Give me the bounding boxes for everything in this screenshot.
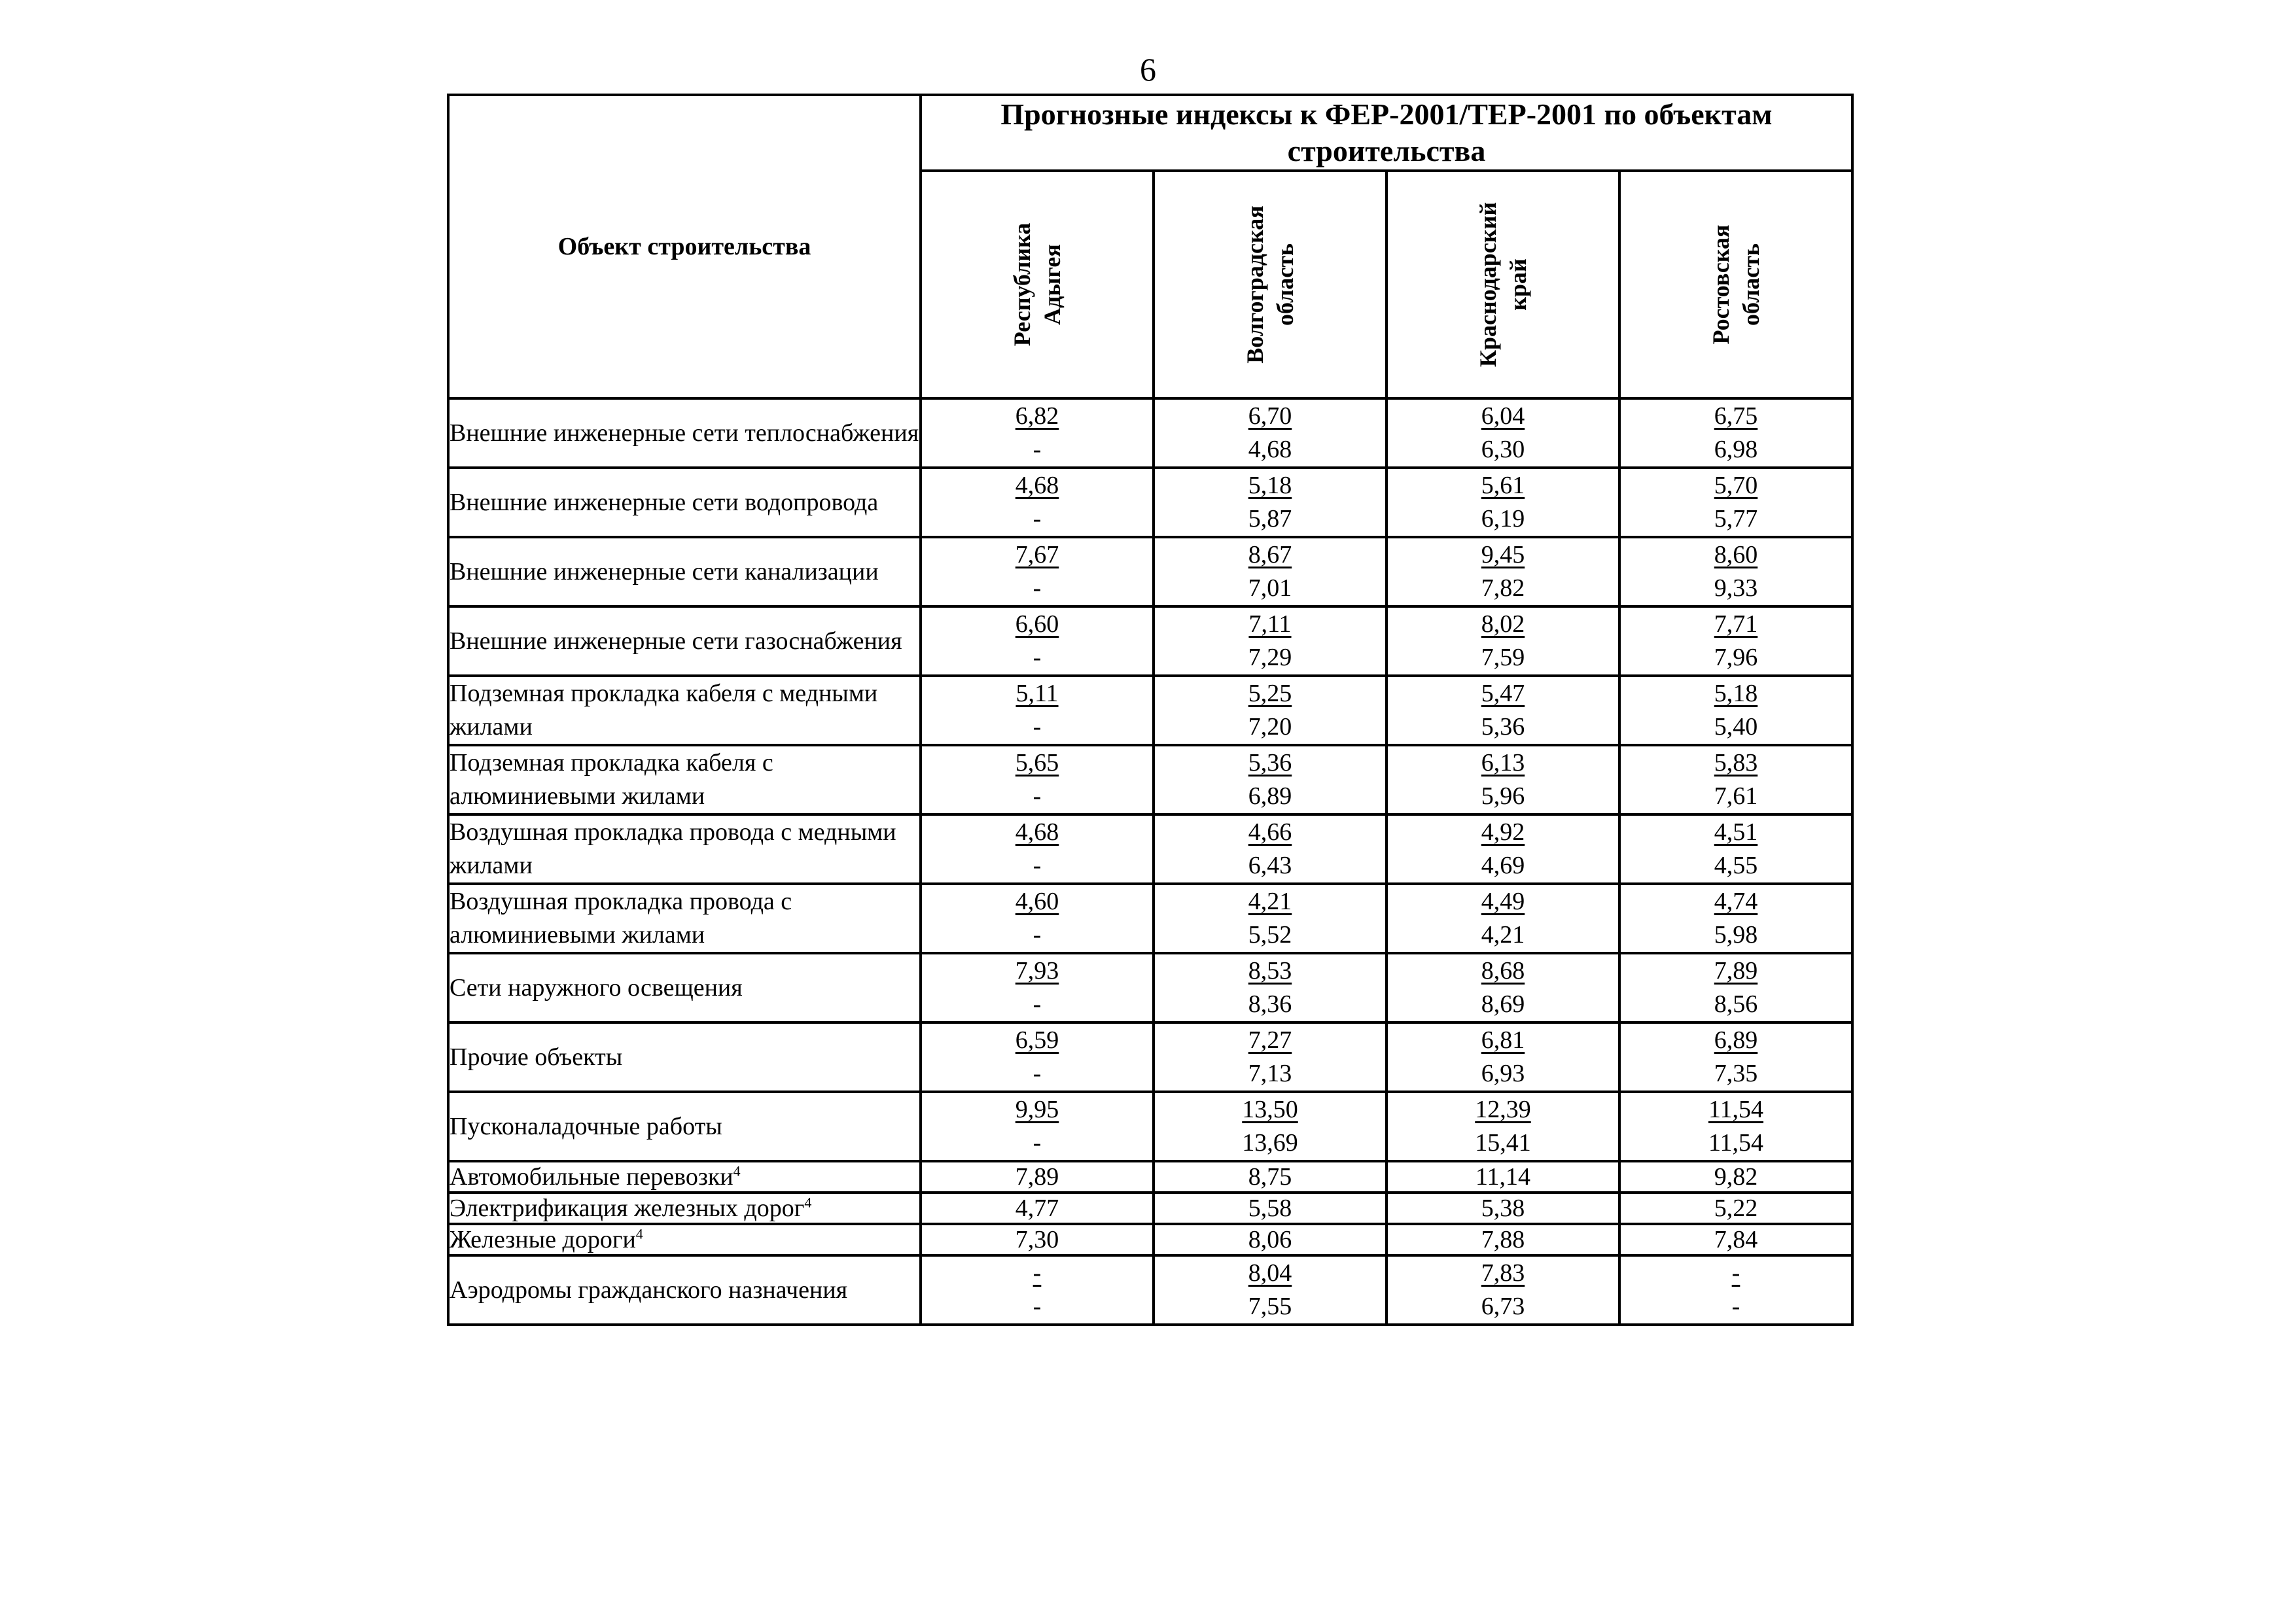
index-cell [1619,745,1852,814]
index-cell: 8,06 [1154,1224,1386,1255]
index-numerator: 6,82 [1015,402,1059,430]
index-numerator: 6,59 [1015,1026,1059,1054]
object-name: Внешние инженерные сети теплоснабжения [448,398,921,468]
index-cell: 5,38 [1386,1193,1619,1224]
index-cell [1619,1092,1852,1161]
index-denominator: 7,96 [1714,644,1758,671]
index-numerator: 9,95 [1015,1096,1059,1123]
index-denominator: - [1033,713,1042,741]
index-denominator: - [1033,644,1042,671]
index-denominator: 11,54 [1708,1129,1764,1157]
index-numerator: 8,68 [1481,957,1525,985]
index-denominator: 6,30 [1481,436,1525,463]
index-cell [1386,1092,1619,1161]
object-name [448,1224,921,1255]
index-denominator: 7,29 [1248,644,1292,671]
index-denominator: 13,69 [1242,1129,1298,1157]
table-row [448,1255,1852,1325]
index-denominator: 8,56 [1714,990,1758,1018]
index-denominator: 6,93 [1481,1060,1525,1087]
index-cell [921,676,1154,745]
table-row [448,745,1852,814]
index-cell [1386,884,1619,953]
object-name: Внешние инженерные сети водопровода [448,468,921,537]
index-numerator: 5,70 [1714,472,1758,499]
index-cell [921,953,1154,1022]
index-cell: 8,75 [1154,1161,1386,1193]
index-denominator: - [1033,782,1042,810]
object-column-header: Объект строительства [448,95,921,398]
index-cell [921,537,1154,606]
index-numerator: 8,67 [1248,541,1292,568]
index-denominator: 8,69 [1481,990,1525,1018]
index-cell [1154,1022,1386,1092]
index-cell [1619,676,1852,745]
index-numerator: 6,60 [1015,610,1059,638]
table-row [448,468,1852,537]
index-cell [1154,676,1386,745]
index-cell [1386,537,1619,606]
index-numerator: 4,68 [1015,472,1059,499]
index-denominator: - [1033,852,1042,879]
index-numerator: 4,49 [1481,888,1525,915]
object-name: Внешние инженерные сети газоснабжения [448,606,921,676]
index-numerator: 6,81 [1481,1026,1525,1054]
index-cell [1619,468,1852,537]
index-numerator: 12,39 [1475,1096,1531,1123]
index-numerator: 5,11 [1016,680,1059,707]
object-name-text: Автомобильные перевозки [450,1163,733,1191]
index-denominator: 7,13 [1248,1060,1292,1087]
index-numerator: 4,51 [1714,818,1758,846]
index-cell [921,398,1154,468]
index-numerator: 8,53 [1248,957,1292,985]
index-denominator: 6,89 [1248,782,1292,810]
object-name-text: Железные дороги [450,1226,636,1253]
index-numerator: 8,02 [1481,610,1525,638]
index-denominator: 15,41 [1475,1129,1531,1157]
index-denominator: 6,43 [1248,852,1292,879]
index-cell [1154,398,1386,468]
table-row [448,814,1852,884]
index-cell: 7,30 [921,1224,1154,1255]
index-cell [1386,606,1619,676]
table-row [448,1224,1852,1255]
index-denominator: 5,96 [1481,782,1525,810]
index-numerator: 5,36 [1248,749,1292,777]
index-cell [1154,884,1386,953]
index-denominator: 7,20 [1248,713,1292,741]
index-numerator: 5,83 [1714,749,1758,777]
index-cell [1619,398,1852,468]
index-cell [1386,398,1619,468]
index-cell [921,884,1154,953]
index-denominator: - [1033,990,1042,1018]
object-name-text: Электрификация железных дорог [450,1195,805,1222]
table-row [448,1092,1852,1161]
index-denominator: 8,36 [1248,990,1292,1018]
index-cell: 5,22 [1619,1193,1852,1224]
index-numerator: 7,27 [1248,1026,1292,1054]
index-denominator: - [1033,1293,1042,1320]
index-cell [921,745,1154,814]
region-header: Республика Адыгея [921,171,1154,398]
region-header: Ростовская область [1619,171,1852,398]
footnote-marker: 4 [804,1194,812,1211]
index-denominator: - [1731,1293,1740,1320]
object-name: Аэродромы гражданского назначения [448,1255,921,1325]
index-cell [1154,1092,1386,1161]
index-denominator: 4,68 [1248,436,1292,463]
index-cell [1154,814,1386,884]
table-row [448,1022,1852,1092]
index-numerator: 5,18 [1714,680,1758,707]
footnote-marker: 4 [733,1162,741,1179]
index-numerator: 4,21 [1248,888,1292,915]
index-cell [921,814,1154,884]
index-cell [921,468,1154,537]
index-denominator: - [1033,1129,1042,1157]
index-cell [1386,814,1619,884]
index-numerator: 4,66 [1248,818,1292,846]
index-cell: 7,89 [921,1161,1154,1193]
index-denominator: 7,01 [1248,574,1292,602]
object-name: Подземная прокладка кабеля с алюминиевыми жилами [448,745,921,814]
index-denominator: - [1033,574,1042,602]
index-cell [921,606,1154,676]
index-numerator: 5,25 [1248,680,1292,707]
object-name [448,1161,921,1193]
index-denominator: - [1033,1060,1042,1087]
index-cell [1386,745,1619,814]
table-row [448,398,1852,468]
index-numerator: 9,45 [1481,541,1525,568]
object-name: Воздушная прокладка провода с медными жилами [448,814,921,884]
index-denominator: 5,87 [1248,505,1292,532]
index-denominator: 4,21 [1481,921,1525,949]
group-header: Прогнозные индексы к ФЕР-2001/ТЕР-2001 по объектам строительства [921,95,1852,171]
index-numerator: 7,67 [1015,541,1059,568]
index-numerator: 5,61 [1481,472,1525,499]
index-denominator: - [1033,505,1042,532]
index-cell: 7,84 [1619,1224,1852,1255]
index-numerator: 7,11 [1248,610,1292,638]
index-denominator: 5,36 [1481,713,1525,741]
index-cell [1619,606,1852,676]
index-numerator: 8,60 [1714,541,1758,568]
index-table [447,94,1854,1326]
index-cell [1619,1022,1852,1092]
index-numerator: 4,92 [1481,818,1525,846]
index-cell: 11,14 [1386,1161,1619,1193]
index-numerator: 7,71 [1714,610,1758,638]
object-name: Сети наружного освещения [448,953,921,1022]
index-denominator: 7,61 [1714,782,1758,810]
index-numerator: 6,89 [1714,1026,1758,1054]
index-denominator: 9,33 [1714,574,1758,602]
index-denominator: 7,59 [1481,644,1525,671]
index-cell [1154,745,1386,814]
index-cell [1386,468,1619,537]
object-name: Прочие объекты [448,1022,921,1092]
table-row [448,606,1852,676]
index-numerator: 5,47 [1481,680,1525,707]
object-name: Подземная прокладка кабеля с медными жилами [448,676,921,745]
index-numerator: 6,04 [1481,402,1525,430]
index-cell [1619,1255,1852,1325]
index-numerator: 5,18 [1248,472,1292,499]
index-denominator: - [1033,436,1042,463]
index-numerator: 6,75 [1714,402,1758,430]
index-numerator: 7,89 [1714,957,1758,985]
index-numerator: - [1033,1259,1042,1287]
object-name: Внешние инженерные сети канализации [448,537,921,606]
index-denominator: 6,19 [1481,505,1525,532]
table-row [448,953,1852,1022]
index-denominator: 5,40 [1714,713,1758,741]
region-header: Краснодарский край [1386,171,1619,398]
index-cell [921,1092,1154,1161]
index-numerator: 5,65 [1015,749,1059,777]
index-cell [1154,468,1386,537]
object-name: Пусконаладочные работы [448,1092,921,1161]
object-name: Воздушная прокладка провода с алюминиевыми жилами [448,884,921,953]
index-numerator: 6,70 [1248,402,1292,430]
index-cell [1386,676,1619,745]
index-denominator: 7,55 [1248,1293,1292,1320]
index-cell: 7,88 [1386,1224,1619,1255]
index-numerator: 8,04 [1248,1259,1292,1287]
index-cell [1154,953,1386,1022]
index-cell [1386,953,1619,1022]
index-cell [1386,1255,1619,1325]
region-header: Волгоградская область [1154,171,1386,398]
index-denominator: 6,73 [1481,1293,1525,1320]
index-denominator: 5,77 [1714,505,1758,532]
index-numerator: 7,93 [1015,957,1059,985]
index-denominator: 7,82 [1481,574,1525,602]
index-cell: 4,77 [921,1193,1154,1224]
index-cell [1386,1022,1619,1092]
index-numerator: 13,50 [1242,1096,1298,1123]
index-cell [1619,953,1852,1022]
index-numerator: 6,13 [1481,749,1525,777]
index-cell [1619,814,1852,884]
index-numerator: 4,60 [1015,888,1059,915]
page-number: 6 [1140,51,1156,88]
index-numerator: 4,74 [1714,888,1758,915]
index-denominator: 4,55 [1714,852,1758,879]
index-denominator: 7,35 [1714,1060,1758,1087]
index-cell: 9,82 [1619,1161,1852,1193]
index-denominator: 5,98 [1714,921,1758,949]
index-cell [1154,606,1386,676]
index-numerator: 7,83 [1481,1259,1525,1287]
index-denominator: 4,69 [1481,852,1525,879]
index-numerator: 11,54 [1708,1096,1764,1123]
index-cell [921,1255,1154,1325]
index-cell: 5,58 [1154,1193,1386,1224]
table-row [448,537,1852,606]
index-numerator: - [1731,1259,1740,1287]
table-row [448,676,1852,745]
object-name [448,1193,921,1224]
index-cell [1619,884,1852,953]
index-cell [921,1022,1154,1092]
index-cell [1154,1255,1386,1325]
index-denominator: 6,98 [1714,436,1758,463]
table-row [448,1161,1852,1193]
index-denominator: - [1033,921,1042,949]
table-row [448,884,1852,953]
index-cell [1619,537,1852,606]
footnote-marker: 4 [635,1225,643,1242]
index-cell [1154,537,1386,606]
table-row [448,1193,1852,1224]
index-denominator: 5,52 [1248,921,1292,949]
index-numerator: 4,68 [1015,818,1059,846]
